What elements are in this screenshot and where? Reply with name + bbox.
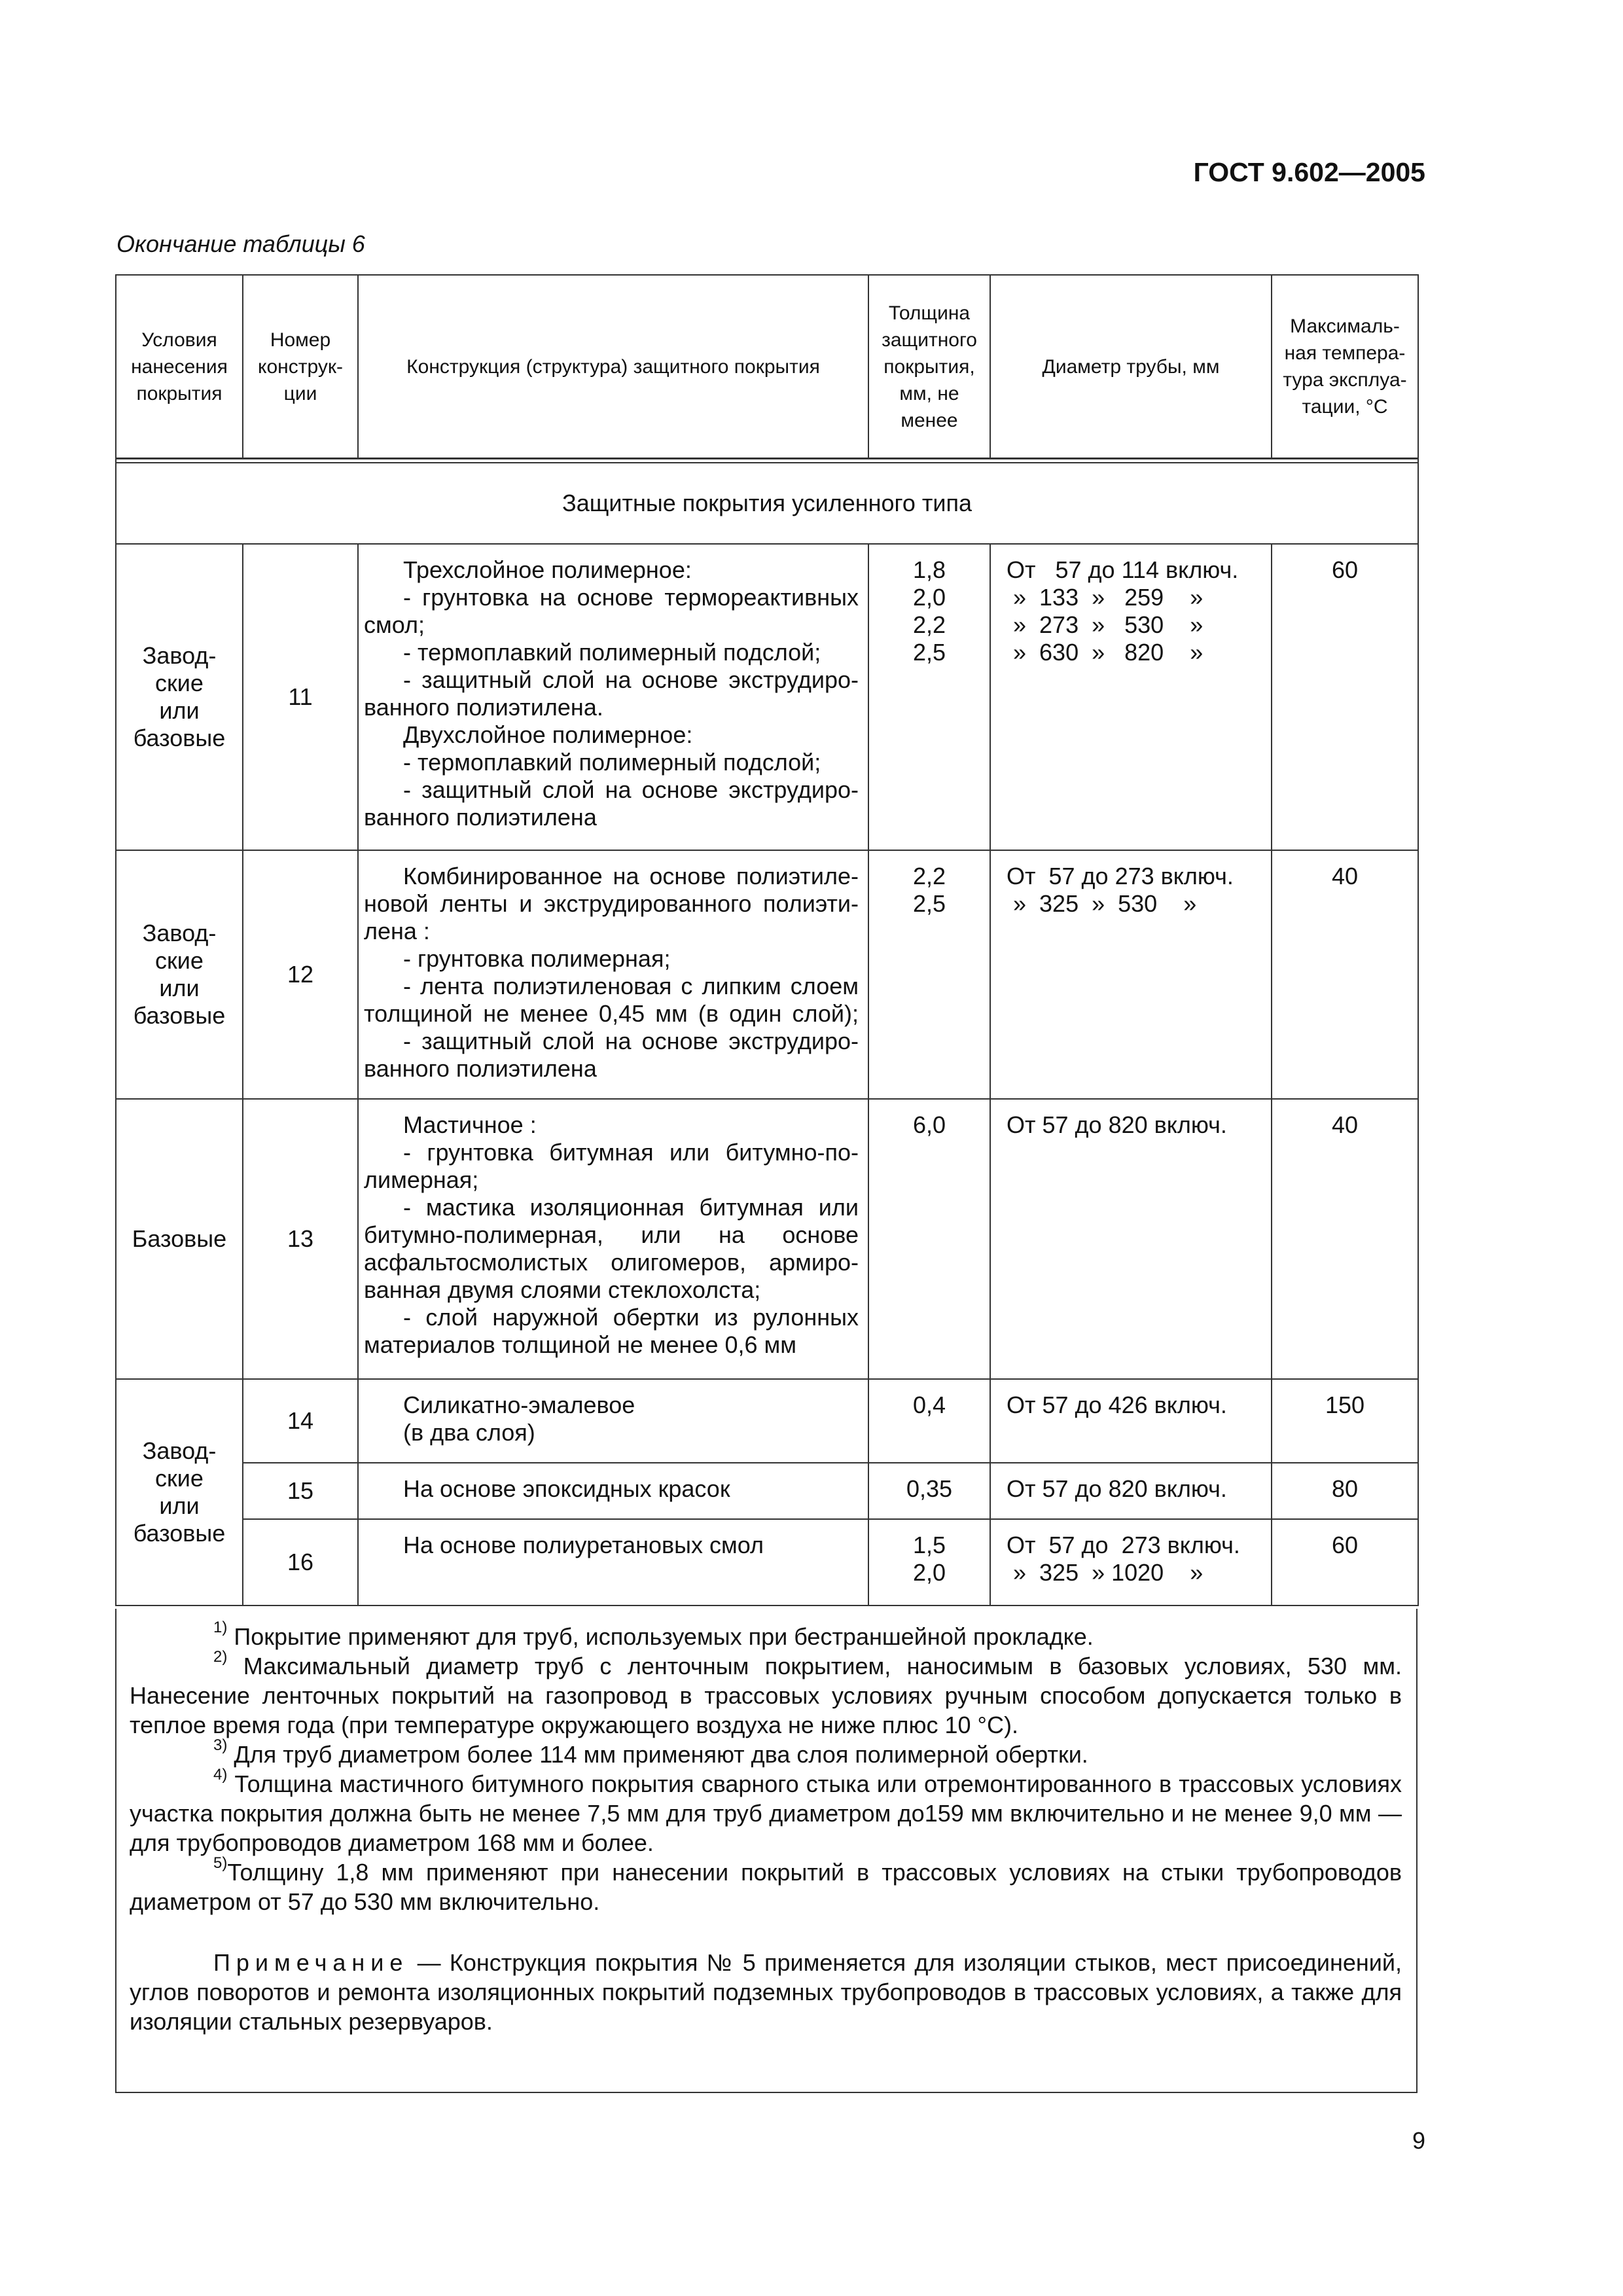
row-conditions: Завод- ские или базовые [116,1379,243,1605]
row-thickness: 2,2 2,5 [868,850,990,1099]
row-construction: Мастичное : - грунтовка битумная или битумно-по- лимерная; - мастика изоляционная битумная или битумно-полимерная, или на основе асфальтосмолистых олигомеров, армиро- ванная двумя слоями стеклохолста; - слой наружной обертки из рулонных материалов толщиной не менее 0,6 мм [358,1099,868,1379]
row-conditions: Завод- ские или базовые [116,544,243,850]
table-row [116,1099,1418,1379]
row-conditions: Базовые [116,1099,243,1379]
row-diameter: От 57 до 273 включ. » 325 » 530 » [990,850,1272,1099]
footnote-2: $^{2)}$ Максимальный диаметр труб с ленточным покрытием, наносимым в базовых условиях, 530 мм. Нанесение ленточных покрытий на газопровод в трассовых условиях ручным способом допускается только в теплое время года (при температуре окружающего воздуха не ниже плюс 10 °С). [130,1648,1402,1738]
row-number: 12 [243,850,358,1099]
row-number: 14 [243,1379,358,1463]
row-construction: На основе полиуретановых смол [358,1519,868,1605]
footnote-4: $^{4)}$ Толщина мастичного битумного покрытия сварного стыка или отремонтированного в трассовых условиях участка покрытия должна быть не менее 7,5 мм для труб диаметром до159 мм включительно и не менее 9,0 мм — для трубопроводов диаметром 168 мм и более. [130,1766,1402,1856]
row-temperature: 40 [1272,850,1418,1099]
table-caption: Окончание таблицы 6 [116,230,365,257]
table-row [116,1463,1418,1519]
standard-number: ГОСТ 9.602—2005 [1193,157,1425,187]
section-title-row [116,463,1418,544]
row-diameter: От 57 до 426 включ. [990,1379,1272,1463]
row-diameter: От 57 до 114 включ. » 133 » 259 » » 273 » 530 » » 630 » 820 » [990,544,1272,850]
row-construction: Комбинированное на основе полиэтиле- новой ленты и экструдированного полиэти- лена : - грунтовка полимерная; - лента полиэтиленовая с липким слоем толщиной не менее 0,45 мм (в один слой); - защитный слой на основе экструдиро- ванного полиэтилена [358,850,868,1099]
coating-table [115,274,1419,1606]
col-header-temperature: Максималь- ная темпера- тура эксплуа- тации, °С [1272,275,1418,459]
row-number: 15 [243,1463,358,1519]
col-header-number: Номер конструк- ции [243,275,358,459]
footnotes-block [115,1609,1418,2093]
footnote-5: $^{5)}$Толщину 1,8 мм применяют при нанесении покрытий в трассовых условиях на стыки трубопроводов диаметром от 57 до 530 мм включительно. [130,1854,1402,1915]
note-text: — Конструкция покрытия № 5 применяется для изоляции стыков, мест присоединений, углов поворотов и ремонта изоляционных покрытий подземных трубопроводов в трассовых условиях, а также для изоляции стальных резервуаров. [130,1949,1402,2035]
row-number: 11 [243,544,358,850]
row-temperature: 150 [1272,1379,1418,1463]
table-row [116,1379,1418,1463]
row-construction: Силикатно-эмалевое (в два слоя) [358,1379,868,1463]
row-thickness: 6,0 [868,1099,990,1379]
section-title: Защитные покрытия усиленного типа [116,463,1418,544]
row-conditions: Завод- ские или базовые [116,850,243,1099]
note-label: Примечание [213,1949,409,1976]
table-row [116,1519,1418,1605]
row-construction: На основе эпоксидных красок [358,1463,868,1519]
row-construction: Трехслойное полимерное: - грунтовка на основе термореактивных смол; - термоплавкий полимерный подслой; - защитный слой на основе экструдиро- ванного полиэтилена. Двухслойное полимерное: - термоплавкий полимерный подслой; - защитный слой на основе экструдиро- ванного полиэтилена [358,544,868,850]
note [130,1948,1402,2036]
footnote-3: $^{3)}$ Для труб диаметром более 114 мм применяют два слоя полимерной обертки. [213,1736,1088,1768]
col-header-diameter: Диаметр трубы, мм [990,275,1272,459]
row-diameter: От 57 до 820 включ. [990,1099,1272,1379]
row-number: 13 [243,1099,358,1379]
row-number: 16 [243,1519,358,1605]
row-thickness: 0,4 [868,1379,990,1463]
page-number: 9 [1412,2127,1425,2154]
row-diameter: От 57 до 820 включ. [990,1463,1272,1519]
footnote-1: $^{1)}$ Покрытие применяют для труб, используемых при бестраншейной прокладке. [213,1619,1094,1650]
row-diameter: От 57 до 273 включ. » 325 » 1020 » [990,1519,1272,1605]
col-header-conditions: Условия нанесения покрытия [116,275,243,459]
row-thickness: 1,8 2,0 2,2 2,5 [868,544,990,850]
row-temperature: 80 [1272,1463,1418,1519]
col-header-construction: Конструкция (структура) защитного покрытия [358,275,868,459]
row-temperature: 40 [1272,1099,1418,1379]
table-row [116,544,1418,850]
col-header-thickness: Толщина защитного покрытия, мм, не менее [868,275,990,459]
row-temperature: 60 [1272,544,1418,850]
row-thickness: 0,35 [868,1463,990,1519]
table-header-row [116,275,1418,459]
table-row [116,850,1418,1099]
row-temperature: 60 [1272,1519,1418,1605]
row-thickness: 1,5 2,0 [868,1519,990,1605]
